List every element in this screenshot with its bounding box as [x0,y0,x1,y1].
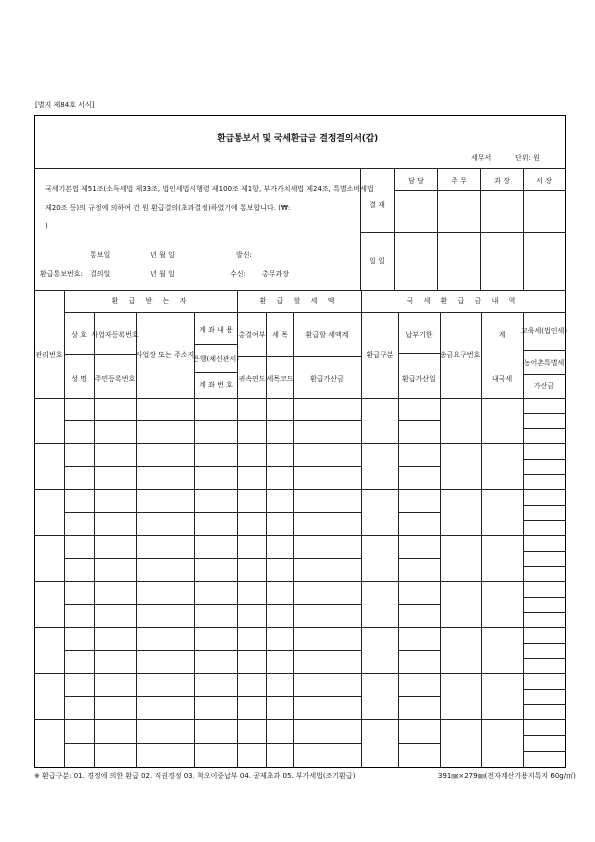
col-edu-tax: 교육세(법인세) [520,327,568,335]
col-return-type: 총결여부 [238,331,266,339]
notify-date-ymd: 년 월 일 [150,251,175,259]
approval-role-manager: 과 장 [494,177,510,185]
col-tax-year: 귀속연도 [238,375,266,383]
paper-spec: 391㎜×279㎜(전자계산기용지특지 60g/㎡) [438,772,576,780]
col-refund-type: 환급구분 [366,351,394,359]
approval-date-label: 일 일 [369,257,385,265]
law-text-line-3: ) [45,222,48,230]
law-text-line-2: 제20조 등)의 규정에 의하여 건 원 환급결의(초과결정)하였기에 통보합니다. (₩: [45,204,291,212]
col-due-date: 납부기한 [405,331,433,339]
col-farm-tax: 농어촌특별세 [523,359,565,367]
receiver-value: 총무과장 [262,270,290,278]
col-tax-code: 세목코드 [266,375,294,383]
tax-office-label: 세무서 [471,154,492,162]
col-interest-date: 환급가산일 [402,375,436,383]
resolution-date-label: 결의일 [90,270,111,278]
law-text-line-1: 국세기본법 제51조(소득세법 제33조, 법인세법시행령 제100조 제1항, 부가가치세법 제24조, 특별소비세법 [45,185,374,193]
col-refund-amount: 환급할 세액계 [305,331,349,339]
col-recipient: 환 급 받 는 자 [111,297,191,305]
col-account-no: 계 좌 번 호 [199,381,233,389]
form-number-label: [별지 제84호 서식] [35,101,95,109]
notify-date-label: 통보일 [90,251,111,259]
col-national-refund: 국 세 환 급 금 내 역 [406,297,520,305]
sender-label: 발신: [236,251,252,259]
footer-note: ※ 환급구분: 01. 경정에 의한 환급 02. 직권경정 03. 착오이중납부 04. 공제초과 05. 부가세법(조기환급) [34,772,356,780]
col-biz-reg-no: 사업자등록번호 [91,331,139,339]
col-resident-no: 주민등록번호 [94,375,136,383]
col-mgmt-no: 관리번호 [35,351,63,359]
resolution-date-ymd: 년 월 일 [150,270,175,278]
col-address: 사업장 또는 주소지 [135,351,195,359]
col-surcharge: 가산금 [533,382,555,390]
col-trade-name: 상 호 [71,331,87,339]
refund-notice-number-label: 환급통보번호: [40,270,83,278]
col-name: 성 명 [71,375,87,383]
col-refund-tax: 환 급 할 세 액 [259,297,339,305]
col-tax-item: 세 목 [272,331,288,339]
col-bank: 은행(체신관서) [192,355,240,363]
col-refund-interest: 환급가산금 [310,375,344,383]
approval-role-chief: 주 무 [451,177,467,185]
receiver-label: 수신: [230,270,246,278]
approval-label: 결 재 [369,201,385,209]
approval-role-staff: 담 당 [408,177,424,185]
col-request-no: 송금요구번호 [439,351,481,359]
col-total: 계 [498,331,506,339]
col-account-detail: 계 좌 내 용 [199,326,233,334]
col-domestic-tax: 내국세 [491,375,513,383]
approval-role-director: 서 장 [536,177,552,185]
form-title: 환급통보서 및 국세환급금 결정결의서(갑) [216,134,379,144]
unit-label: 단위: 원 [515,154,540,162]
